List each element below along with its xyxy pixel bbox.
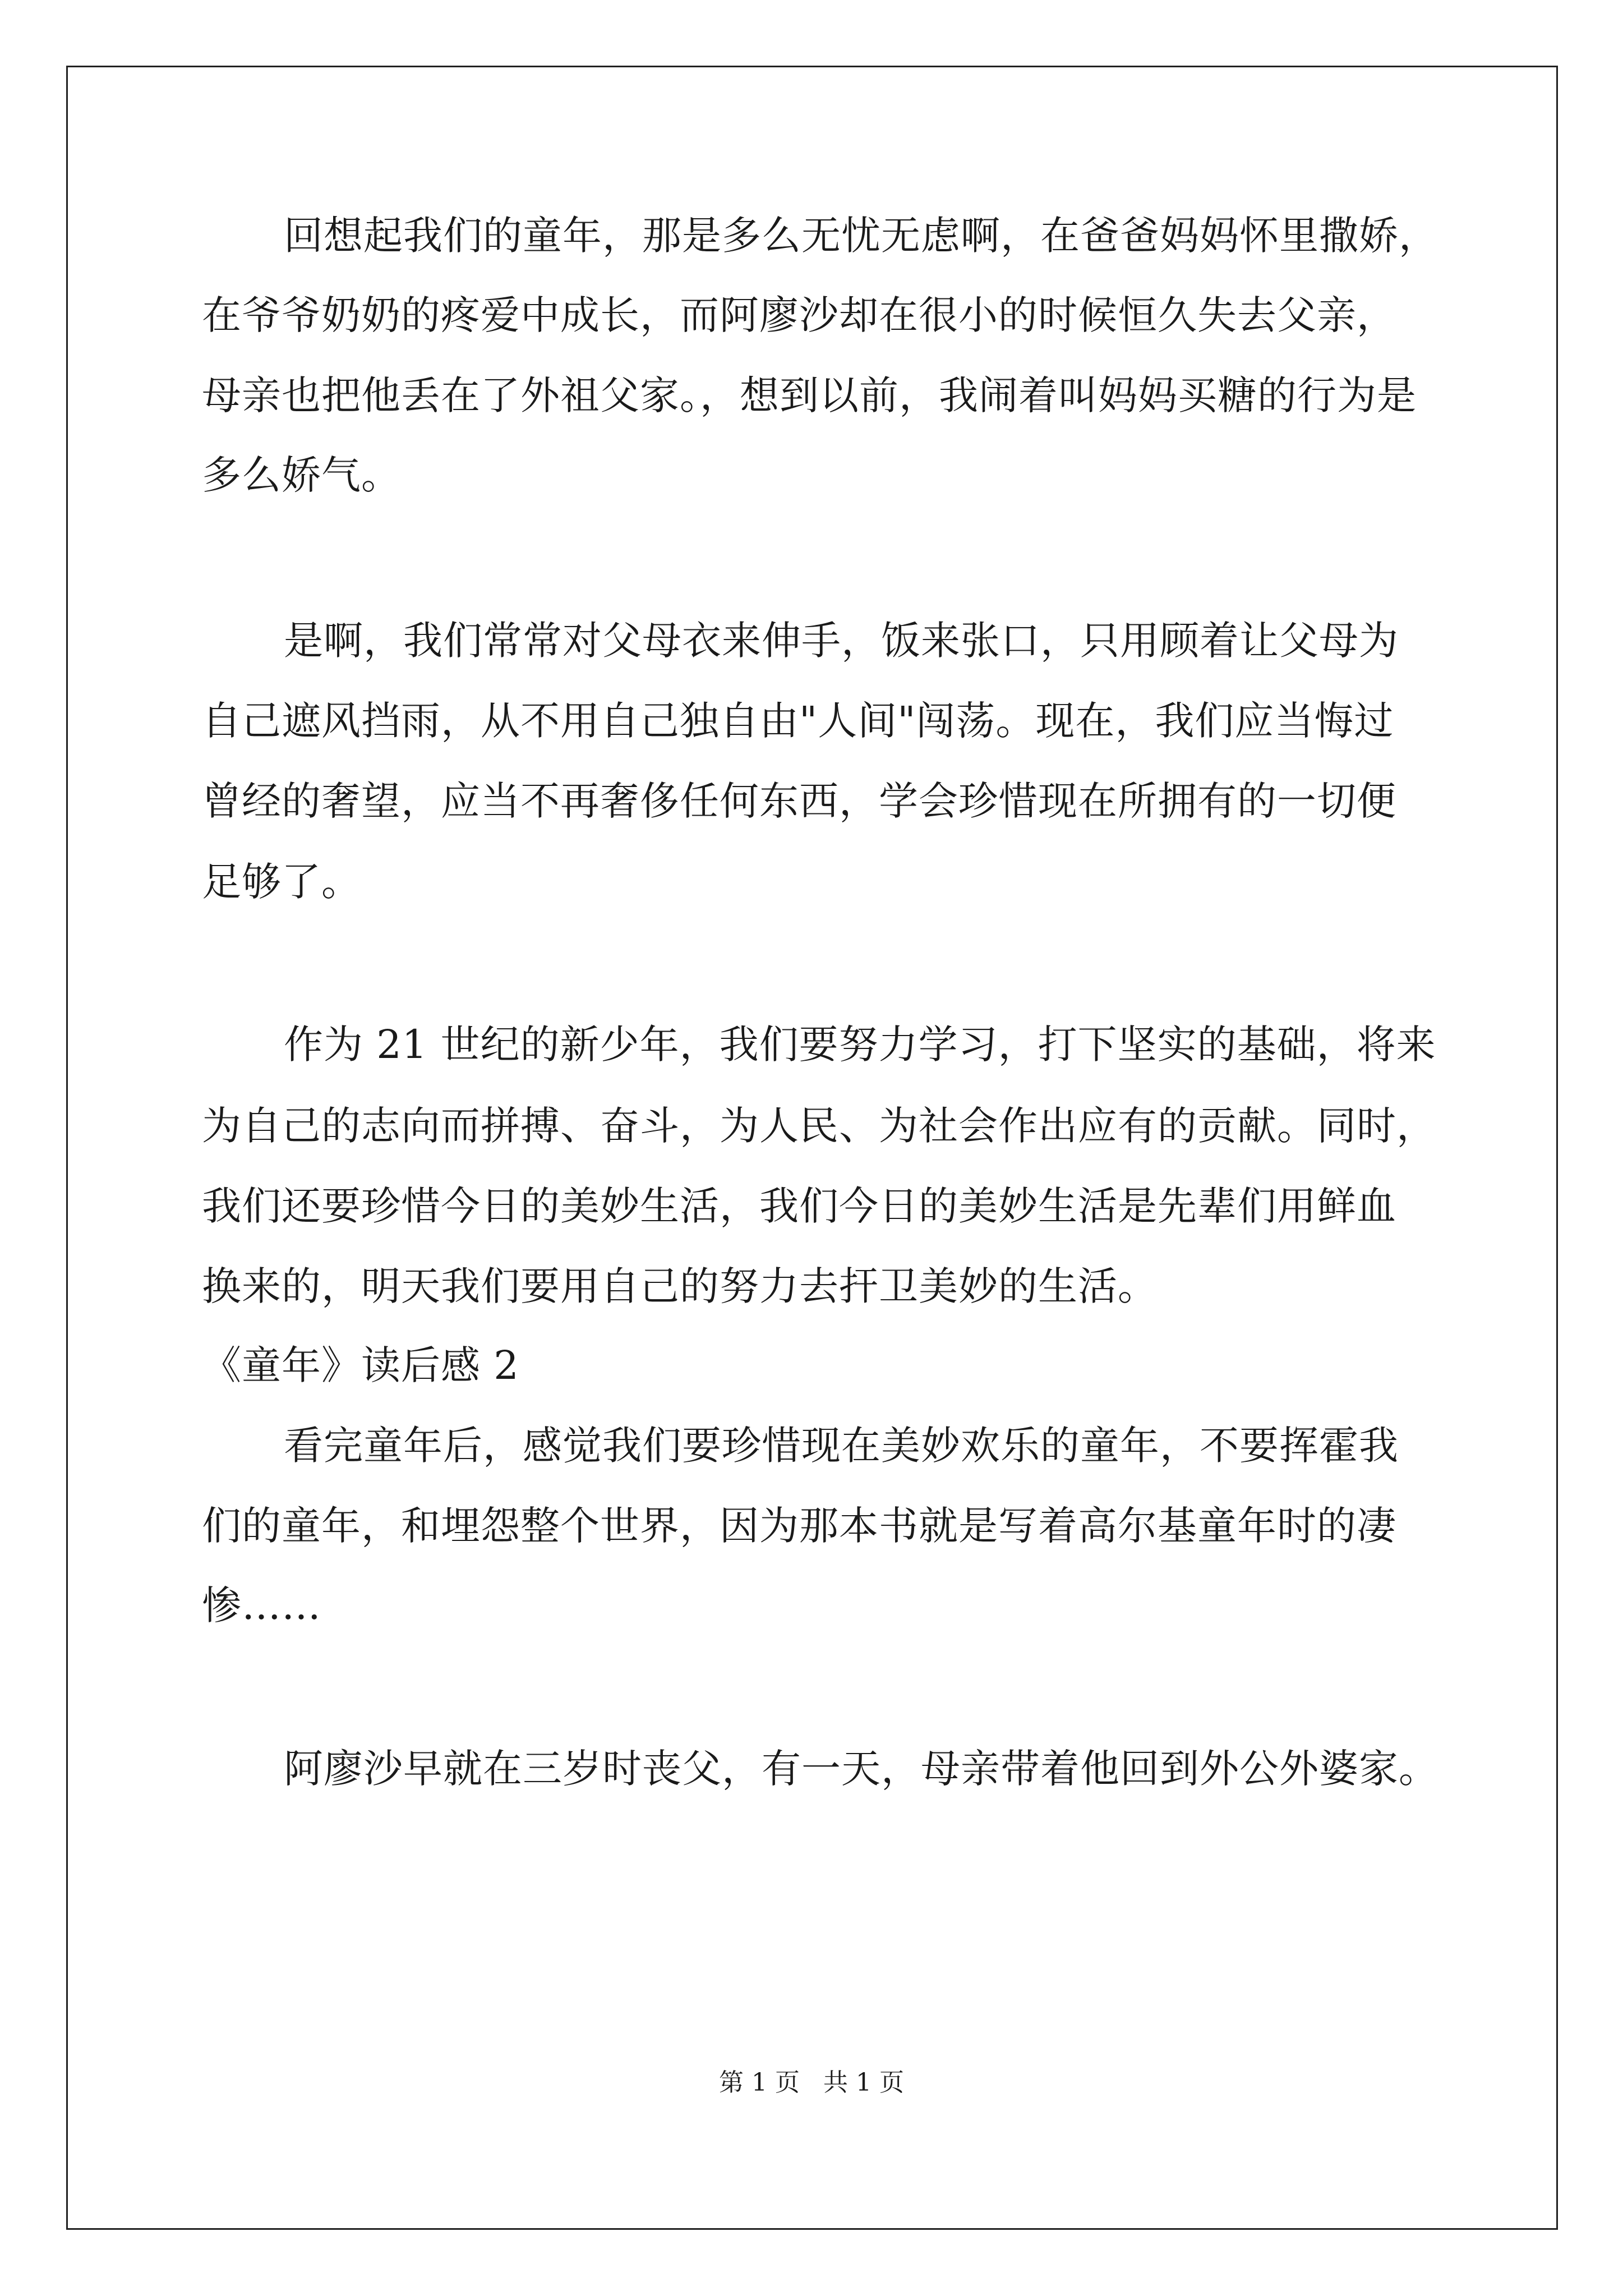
section-heading: 《童年》读后感 2 <box>202 1342 519 1388</box>
paragraph-1-line-1: 回想起我们的童年，那是多么无忧无虑啊，在爸爸妈妈怀里撒娇， <box>284 213 1438 259</box>
paragraph-1-line-4: 多么娇气。 <box>202 452 401 498</box>
paragraph-1-line-2: 在爷爷奶奶的疼爱中成长，而阿廖沙却在很小的时候恒久失去父亲， <box>202 292 1396 338</box>
paragraph-3-line-4: 换来的，明天我们要用自己的努力去扞卫美妙的生活。 <box>202 1263 1158 1309</box>
paragraph-3-line-1: 作为 21 世纪的新少年，我们要努力学习，打下坚实的基础，将来 <box>284 1022 1436 1068</box>
paragraph-3-line-3: 我们还要珍惜今日的美妙生活，我们今日的美妙生活是先辈们用鲜血 <box>202 1183 1396 1229</box>
paragraph-4-line-2: 们的童年，和埋怨整个世界，因为那本书就是写着高尔基童年时的凄 <box>202 1503 1396 1549</box>
paragraph-4-line-3: 惨…… <box>202 1582 321 1628</box>
paragraph-2-line-1: 是啊，我们常常对父母衣来伸手，饭来张口，只用顾着让父母为 <box>284 618 1399 664</box>
page-number-footer: 第 1 页 共 1 页 <box>719 2068 904 2097</box>
paragraph-2-line-3: 曾经的奢望，应当不再奢侈任何东西，学会珍惜现在所拥有的一切便 <box>202 778 1396 824</box>
paragraph-1-line-3: 母亲也把他丢在了外祖父家。，想到以前，我闹着叫妈妈买糖的行为是 <box>202 372 1417 418</box>
paragraph-5-line-1: 阿廖沙早就在三岁时丧父，有一天，母亲带着他回到外公外婆家。 <box>284 1746 1438 1792</box>
paragraph-3-line-2: 为自己的志向而拼搏、奋斗，为人民、为社会作出应有的贡献。同时， <box>202 1103 1436 1149</box>
paragraph-2-line-4: 足够了。 <box>202 859 361 905</box>
paragraph-2-line-2: 自己遮风挡雨，从不用自己独自由"人间"闯荡。现在，我们应当悔过 <box>202 698 1394 744</box>
paragraph-4-line-1: 看完童年后，感觉我们要珍惜现在美妙欢乐的童年，不要挥霍我 <box>284 1423 1399 1469</box>
